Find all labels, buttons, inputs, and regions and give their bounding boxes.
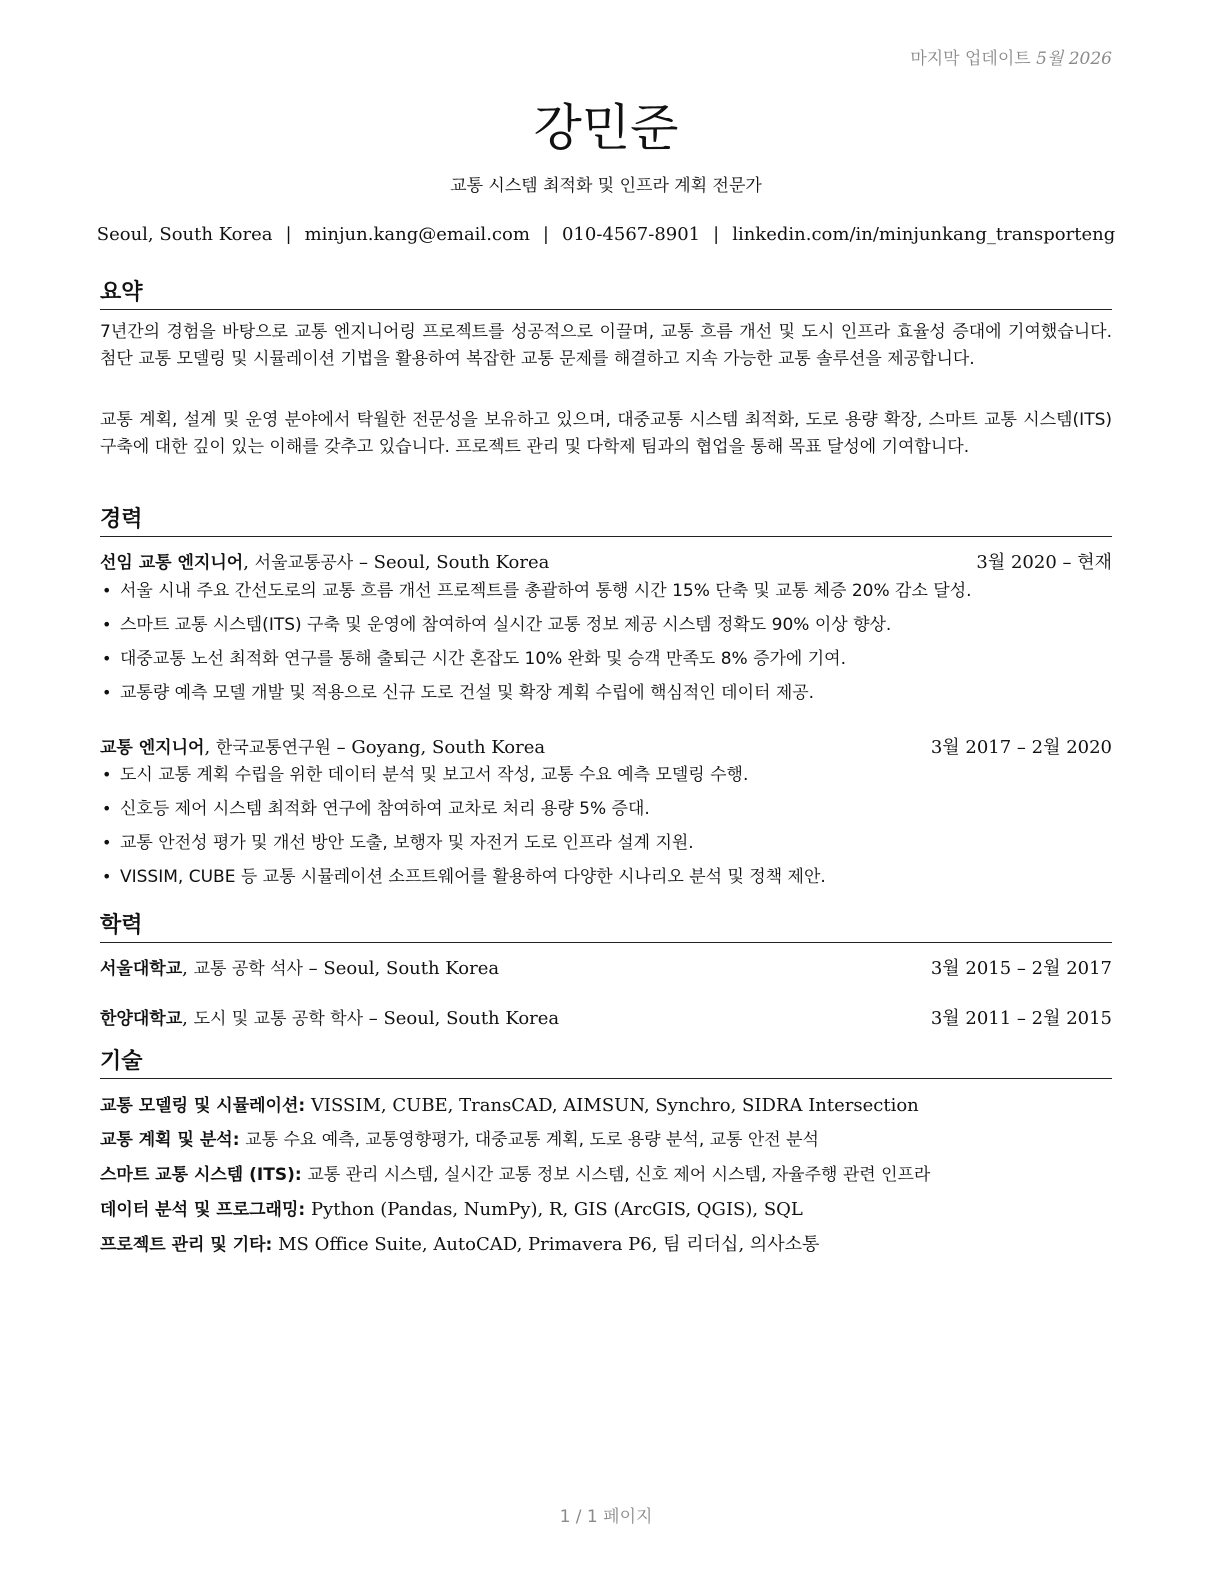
list-item: • 도시 교통 계획 수립을 위한 데이터 분석 및 보고서 작성, 교통 수요 예측 모델링 수행.: [102, 765, 749, 785]
job-bullets: [100, 764, 1112, 900]
candidate-headline: 교통 시스템 최적화 및 인프라 계획 전문가: [450, 176, 762, 196]
section-heading-experience: 경력: [100, 502, 1112, 537]
job-location: Seoul, South Korea: [373, 552, 550, 573]
job-bullets: [100, 580, 1112, 716]
skill-value: 교통 수요 예측, 교통영향평가, 대중교통 계획, 도로 용량 분석, 교통 안전 분석: [245, 1130, 819, 1150]
section-heading-skills: 기술: [100, 1044, 1112, 1079]
skill-label: 프로젝트 관리 및 기타:: [100, 1235, 273, 1255]
summary-paragraph: 교통 계획, 설계 및 운영 분야에서 탁월한 전문성을 보유하고 있으며, 대중교통 시스템 최적화, 도로 용량 확장, 스마트 교통 시스템(ITS) 구축에 대한 깊이 있는 이해를 갖추고 있습니다. 프로젝트 관리 및 다학제 팀과의 협업을 통해 목표 달성에 기여합니다.: [100, 410, 1112, 457]
skill-label: 스마트 교통 시스템 (ITS):: [100, 1165, 302, 1185]
skill-row: [100, 1160, 1112, 1185]
skill-label: 교통 계획 및 분석:: [100, 1130, 240, 1150]
degree: 교통 공학 석사: [193, 959, 303, 979]
education-dates: 3월 2011 – 2월 2015: [930, 1008, 1112, 1029]
education-entry: 한양대학교, 도시 및 교통 공학 학사 – Seoul, South Korea 3월 2011 – 2월 2015: [100, 1004, 1112, 1029]
job-header: 교통 엔지니어, 한국교통연구원 – Goyang, South Korea 3월 2017 – 2월 2020: [100, 733, 1112, 758]
contact-separator: |: [285, 224, 292, 245]
section-heading-summary: 요약: [100, 275, 1112, 310]
contact-email[interactable]: minjun.kang@email.com: [304, 224, 530, 245]
education-dates: 3월 2015 – 2월 2017: [930, 958, 1112, 979]
skill-value: 교통 관리 시스템, 실시간 교통 정보 시스템, 신호 제어 시스템, 자율주행 관련 인프라: [307, 1165, 931, 1185]
candidate-name: 강민준: [533, 99, 679, 157]
job-dates: 3월 2017 – 2월 2020: [930, 737, 1112, 758]
contact-separator: |: [542, 224, 549, 245]
list-item: • 서울 시내 주요 간선도로의 교통 흐름 개선 프로젝트를 총괄하여 통행 시간 15% 단축 및 교통 체증 20% 감소 달성.: [102, 581, 972, 601]
job-location: Goyang, South Korea: [351, 737, 546, 758]
job-title: 선임 교통 엔지니어: [100, 553, 244, 573]
skill-value: MS Office Suite, AutoCAD, Primavera P6, 팀 리더십, 의사소통: [278, 1234, 820, 1255]
job-title: 교통 엔지니어: [100, 738, 205, 758]
skill-row: [100, 1091, 1112, 1116]
list-item: • 스마트 교통 시스템(ITS) 구축 및 운영에 참여하여 실시간 교통 정보 제공 시스템 정확도 90% 이상 향상.: [102, 615, 892, 635]
skill-value: Python (Pandas, NumPy), R, GIS (ArcGIS, QGIS), SQL: [310, 1199, 803, 1220]
list-item: • 신호등 제어 시스템 최적화 연구에 참여하여 교차로 처리 용량 5% 증대.: [102, 799, 650, 819]
skill-label: 데이터 분석 및 프로그래밍:: [100, 1200, 306, 1220]
list-item: • VISSIM, CUBE 등 교통 시뮬레이션 소프트웨어를 활용하여 다양한 시나리오 분석 및 정책 제안.: [102, 867, 826, 887]
job-dates: 3월 2020 – 현재: [976, 552, 1112, 573]
job-organization: 한국교통연구원: [215, 738, 331, 758]
education-entry: 서울대학교, 교통 공학 석사 – Seoul, South Korea 3월 2015 – 2월 2017: [100, 954, 1112, 979]
contact-linkedin[interactable]: linkedin.com/in/minjunkang_transporteng: [732, 224, 1116, 245]
job-organization: 서울교통공사: [254, 553, 354, 573]
summary-paragraph: 7년간의 경험을 바탕으로 교통 엔지니어링 프로젝트를 성공적으로 이끌며, 교통 흐름 개선 및 도시 인프라 효율성 증대에 기여했습니다. 첨단 교통 모델링 및 시뮬레이션 기법을 활용하여 복잡한 교통 문제를 해결하고 지속 가능한 교통 솔루션을 제공합니다.: [100, 322, 1112, 369]
skill-row: [100, 1195, 1112, 1220]
job-header: 선임 교통 엔지니어, 서울교통공사 – Seoul, South Korea 3월 2020 – 현재: [100, 548, 1112, 573]
contact-line: [90, 224, 1122, 245]
skill-value: VISSIM, CUBE, TransCAD, AIMSUN, Synchro, SIDRA Intersection: [310, 1095, 919, 1116]
degree: 도시 및 교통 공학 학사: [193, 1009, 363, 1029]
skill-label: 교통 모델링 및 시뮬레이션:: [100, 1096, 306, 1116]
contact-phone[interactable]: 010-4567-8901: [561, 224, 701, 245]
last-updated: 마지막 업데이트 5월 2026: [910, 49, 1112, 69]
skill-row: [100, 1230, 1112, 1256]
school-location: Seoul, South Korea: [383, 1008, 560, 1029]
contact-separator: |: [713, 224, 720, 245]
school-name: 한양대학교: [100, 1009, 183, 1029]
list-item: • 교통 안전성 평가 및 개선 방안 도출, 보행자 및 자전거 도로 인프라 설계 지원.: [102, 833, 694, 853]
resume-page: [96, 0, 1116, 1584]
list-item: • 교통량 예측 모델 개발 및 적용으로 신규 도로 건설 및 확장 계획 수립에 핵심적인 데이터 제공.: [102, 683, 815, 703]
skill-row: [100, 1125, 1112, 1150]
list-item: • 대중교통 노선 최적화 연구를 통해 출퇴근 시간 혼잡도 10% 완화 및 승객 만족도 8% 증가에 기여.: [102, 649, 846, 669]
contact-location: Seoul, South Korea: [96, 224, 273, 245]
school-location: Seoul, South Korea: [323, 958, 500, 979]
school-name: 서울대학교: [100, 959, 183, 979]
page-number: 1 / 1 페이지: [559, 1507, 653, 1527]
section-heading-education: 학력: [100, 908, 1112, 943]
